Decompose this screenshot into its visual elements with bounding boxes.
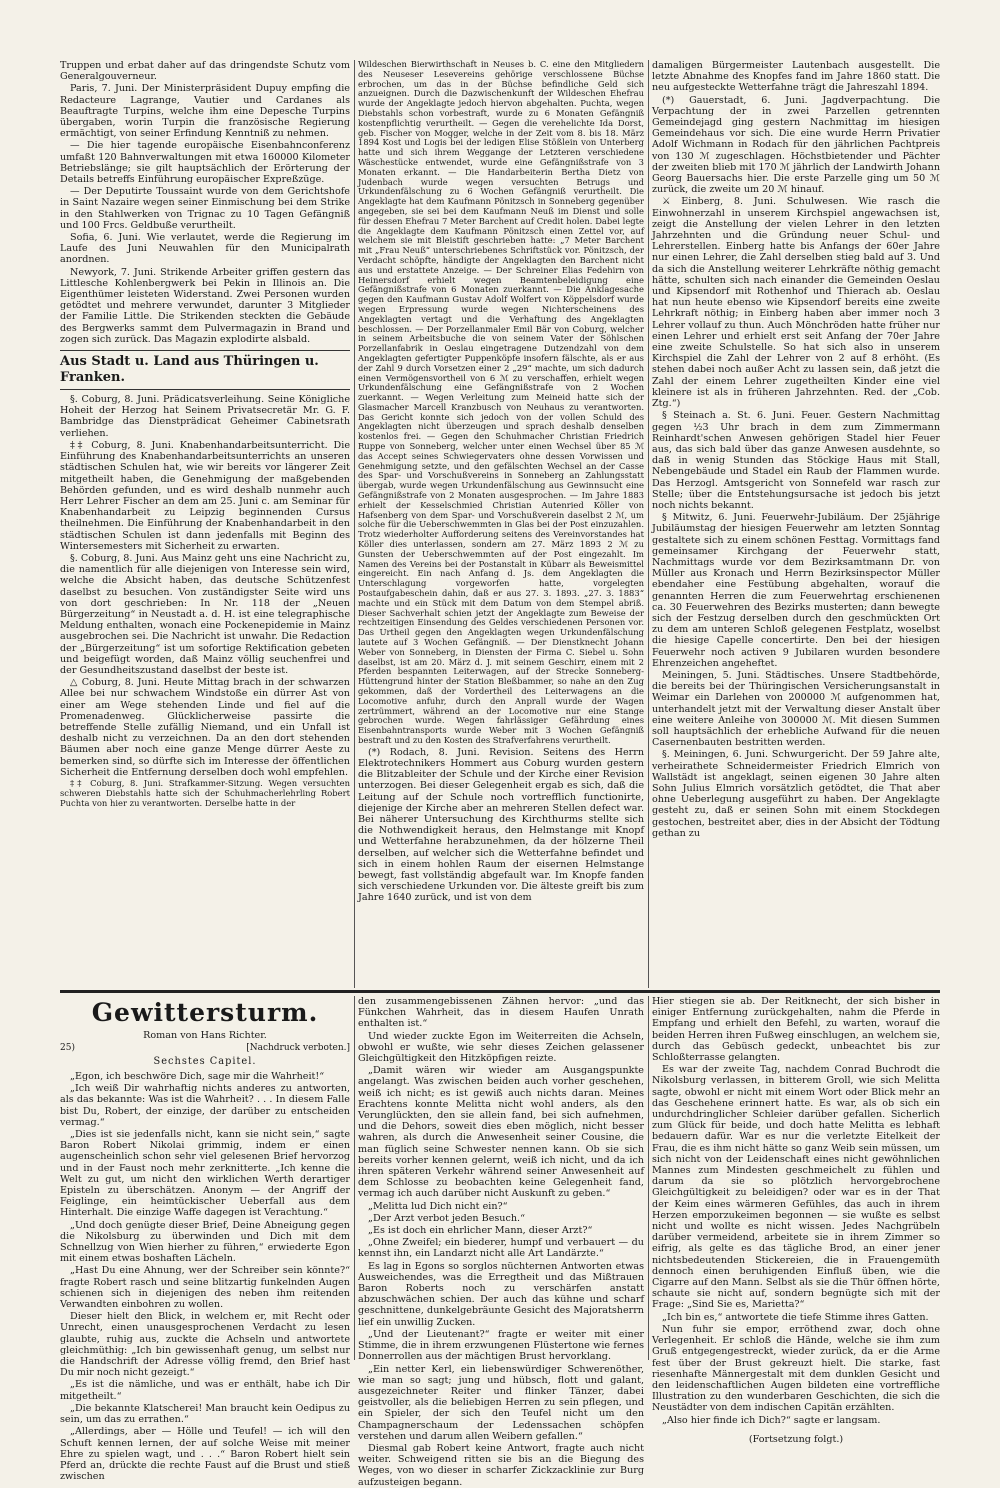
article-paragraph: „Ohne Zweifel; ein biederer, humpf und verbauert — du kennst ihn, ein Landarzt nicht alle Art Landärzte.“ [358, 1237, 644, 1260]
news-column-2 [358, 60, 644, 988]
article-paragraph: (*) Gauerstadt, 6. Juni. Jagdverpachtung. Die Verpachtung der in zwei Parzellen getrennten Gemeindejagd ging gestern Nachmittag im hiesigen Gemeindehaus vor sich. Die eine wurde Herrn Privatier Adolf Wichmann in Rodach für den jährlichen Pachtpreis von 130 ℳ zugeschlagen. Höchstbietender und Pächter der zweiten blieb mit 170 ℳ jährlich der Landwirth Johann Georg Bauersachs hier. Die erste Parzelle ging um 50 ℳ zurück, die zweite um 20 ℳ hinauf. [652, 94, 941, 196]
article-paragraph: „Ich bin es,“ antwortete die tiefe Stimme ihres Gatten. [662, 1311, 929, 1323]
article-paragraph: Newyork, 7. Juni. Strikende Arbeiter griffen gestern das Littlesche Kohlenbergwerk bei Pekin in Illinois an. Die Eigenthümer leisteten Widerstand. Zwei Personen wurden getödtet und mehrere verwundet, darunter 3 Mitglieder der Familie Little. Die Strikenden steckten die Gebäude des Bergwerks sammt dem Pulvermagazin in Brand und zogen sich zurück. Das Magazin explodirte alsbald. [60, 266, 350, 345]
article-paragraph: damaligen Bürgermeister Lautenbach ausgestellt. Die letzte Abnahme des Knopfes fand im Jahre 1860 statt. Die neu aufgesteckte Wetterfahne trägt die Jahreszahl 1894. [652, 60, 940, 94]
article-paragraph: △ Coburg, 8. Juni. Heute Mittag brach in der schwarzen Allee bei nur schwachem Windstoße ein dürrer Ast von einer am Wege stehenden Linde und fiel auf die Promenadenweg. Glücklicherweise passirte die betreffende Stelle zufällig Niemand, und ein Unfall ist deshalb nicht zu verzeichnen. Da an den dort stehenden Bäumen aber noch eine ganze Menge dürrer Aeste zu bemerken sind, so dürfte sich im Interesse der öffentlichen Sicherheit die Entfernung derselben doch wohl empfehlen. [60, 677, 350, 778]
article-paragraph: — Die hier tagende europäische Eisenbahnconferenz umfaßt 120 Bahnverwaltungen mit etwa 160000 Kilometer Betriebslänge; sie gilt hauptsächlich der Erörterung der Details betreffs Einführung europäischer Expreßzüge. [60, 140, 350, 186]
article-paragraph: §. Meiningen, 6. Juni. Schwurgericht. Der 59 Jahre alte, verheirathete Schneidermeister Friedrich Elmrich von Wallstädt ist angeklagt, seinen eigenen 30 Jahre alten Sohn Julius Elmrich vorsätzlich getödtet, die That aber ohne Ueberlegung ausgeführt zu haben. Der Angeklagte gesteht zu, daß er seinen Sohn mit einem Stockdegen gestochen, bestreitet aber, dies in der Absicht der Tödtung gethan zu [652, 749, 940, 839]
serial-column-1 [60, 996, 350, 1483]
article-paragraph: den zusammengebissenen Zähnen hervor: „und das Fünkchen Wahrheit, das in diesem Haufen Unrath enthalten ist.“ [358, 996, 644, 1030]
article-paragraph: Wildeschen Bierwirthschaft in Neuses b. C. eine den Mitgliedern des Neuseser Lesevereins gehörige verschlossene Büchse erbrochen, um das in der Büchse befindliche Geld sich anzueignen. Durch die Dazwischenkunft der Wildeschen Ehefrau wurde der Angeklagte jedoch hiervon abgehalten. Puchta, wegen Diebstahls schon vorbestraft, wurde zu 6 Monaten Gefängniß kostenpflichtig verurtheilt. — Gegen die verehelichte Ida Dorst, geb. Fischer von Mogger, welche in der Zeit vom 8. bis 18. März 1894 Kost und Logis bei der ledigen Elise Stößlein von Unterberg hatte und sich ihrem Weggange der Letzteren verschiedene Wäschestücke entwendet, wurde eine Gefängnißstrafe von 3 Monaten erkannt. — Die Handarbeiterin Bertha Dietz von Judenbach wurde wegen versuchten Betrugs und Urkundenfälschung zu 6 Wochen Gefängniß verurtheilt. Die Angeklagte hat dem Kaufmann Pönitzsch in Sonneberg gegenüber angegeben, sie sei bei dem Kaufmann Neuß im Dienst und solle für dessen Ehefrau 7 Meter Barchent auf Credit holen. Dabei legte die Angeklagte dem Kaufmann Pönitzsch einen Zettel vor, auf welchem sie mit Bleistift geschrieben hatte: „7 Meter Barchent mit „Frau Neuß“ unterschriebenes Schriftstück vor. Pönitzsch, der Verdacht schöpfte, händigte der Angeklagten den Barchent nicht aus und erstattete Anzeige. — Der Schreiner Elias Fedehirn von Heinersdorf erhielt wegen Beamtenbeleidigung eine Gefängnißstrafe von 6 Monaten zuerkannt. — Die Anklagesache gegen den Kaufmann Gustav Adolf Wolfert von Köppelsdorf wurde wegen Erpressung wurde wegen Nichterscheinens des Angeklagten vertagt und die Verhaftung des Angeklagten beschlossen. — Der Porzellanmaler Emil Bär von Coburg, welcher in seinem Arbeitsbuche die von seinem Vater der Söhlschen Porzellanfabrik in Oeslau eingetragene Dutzendzahl von dem Angeklagten gefertigter Puppenköpfe insofern fälschte, als er aus der Zahl 9 durch Vorsetzen einer 2 „29“ machte, um sich dadurch einen Vermögensvortheil von 6 ℳ zu verschaffen, erhielt wegen Urkundenfälschung eine Gefängnißstrafe von 2 Wochen zuerkannt. — Wegen Verleitung zum Meineid hatte sich der Glasmacher Marcell Kranzbusch von Neuhaus zu verantworten. Das Gericht konnte sich jedoch von der vollen Schuld des Angeklagten nicht überzeugen und sprach deshalb denselben kostenlos frei. — Gegen den Schuhmacher Christian Friedrich Ruppe von Sonneberg, welcher unter einen Wechsel über 85 ℳ das Accept seines Schwiegervaters ohne dessen Vorwissen und Genehmigung setzte, und den gefälschten Wechsel an der Casse des Spar- und Vorschußvereins in Sonneberg an Zahlungsstatt übergab, wurde wegen Urkundenfälschung aus Gewinnsucht eine Gefängnißstrafe von 2 Monaten ausgesprochen. — Im Jahre 1883 erhielt der Kesselschmied Christian Autenried Köller von Hafsenberg von dem Spar- und Vorschußverein daselbst 2 ℳ, um solche für die Ueberschwemmten in Glas bei der Post einzuzahlen. Trotz wiederholter Aufforderung seitens des Vereinvorstandes hat Köller dies unterlassen, sondern am 27. März 1893 2 ℳ zu Gunsten der Ueberschwemmten auf der Post eingezahlt. Im Namen des Vereins bei der Postanstalt in Kübarr als Beweismittel eingereicht. Ein nach Anfang d. Js. dem Angeklagten die Unterschlagung vorgeworfen hatte, vorgelegten Postaufgabeschein dahin, daß er aus 27. 3. 1893. „27. 3. 1883“ machte und ein Stück mit dem Datum von dem Stempel abriß. Dieser Sachverhalt schien jetzt der Angeklagte zum Beweise der rechtzeitigen Einsendung des Geldes verschiedenen Personen vor. Das Urtheil gegen den Angeklagten wegen Urkundenfälschung lautete auf 3 Wochen Gefängniß. — Der Dienstknecht Johann Weber von Sonneberg, in Diensten der Firma C. Siebel u. Sohn daselbst, ist am 20. März d. J. mit seinem Geschirr, einem mit 2 Pferden bespannten Leiterwagen, auf der Strecke Sonneberg-Hüttengrund hinter der Station Bleßbammer, so nahe an den Zug gekommen, daß der Vordertheil des Leiterwagens an die Locomotive anfuhr, durch den Anprall wurde der Wagen zertrümmert, während an der Locomotive nur eine Stange gebrochen wurde. Wegen fahrlässiger Gefährdung eines Eisenbahntransports wurde Weber mit 3 Wochen Gefängniß bestraft und zu den Kosten des Strafverfahrens verurtheilt. [358, 59, 644, 745]
serial-column-2 [358, 996, 644, 1488]
article-paragraph: „Und doch genügte dieser Brief, Deine Abneigung gegen die Nikolsburg zu überwinden und Dich mit dem Schnellzug von Wien hierher zu führen,“ erwiederte Egon mit einem etwas boshaften Lächeln. [60, 1219, 350, 1265]
serial-subtitle: Roman von Hans Richter. [143, 1030, 267, 1041]
section-heading: Aus Stadt u. Land aus Thüringen u. Franken. [60, 350, 350, 390]
article-paragraph: Truppen und erbat daher auf das dringendste Schutz vom Generalgouverneur. [60, 60, 350, 83]
article-paragraph: §. Coburg, 8. Juni. Prädicatsverleihung. Seine Königliche Hoheit der Herzog hat Seinem Privatsecretär Mr. G. F. Bambridge das Dienstprädicat Geheimer Cabinetsrath verliehen. [60, 394, 350, 439]
article-paragraph: Es lag in Egons so sorglos nüchternen Antworten etwas Ausweichendes, was die Erregtheit und das Mißtrauen Baron Roberts noch zu verschärfen anstatt abzuschwächen schien. Der auch das kühne und scharf geschnittene, dunkelgebräunte Gesicht des Majoratsherrn lief ein unwillig Zucken. [358, 1260, 644, 1328]
serial-title: Gewittersturm. [91, 998, 319, 1027]
serial-text-3 [652, 996, 940, 1426]
serial-meta [60, 1043, 350, 1054]
article-paragraph: §. Coburg, 8. Juni. Aus Mainz geht uns eine Nachricht zu, die namentlich für alle diejenigen von Interesse sein wird, welche die Absicht haben, das deutsche Schützenfest daselbst zu besuchen. Von zuständigster Seite wird uns von dort geschrieben: In Nr. 118 der „Neuen Bürgerzeitung“ in Neustadt a. d. H. ist eine telegraphische Meldung enthalten, wonach eine Pockenepidemie in Mainz ausgebrochen sei. Die Nachricht ist unwahr. Die Redaction der „Bürgerzeitung“ ist um sofortige Rektification gebeten und beigefügt worden, daß Mainz völlig seuchenfrei und der Gesundheitszustand daselbst der beste ist. [60, 552, 350, 676]
article-paragraph: Es war der zweite Tag, nachdem Conrad Buchrodt die Nikolsburg verlassen, in bitterem Groll, wie sich Melitta sagte, obwohl er nicht mit einem Wort oder Blick mehr an das Geschehene erinnert hatte. Es war, als ob sich ein undurchdringlicher Schleier darüber gefallen. Sicherlich zum Glück für beide, und doch hatte Melitta es lebhaft bedauern dafür. War es nur die verletzte Eitelkeit der Frau, die es ihm nicht hätte so ganz Weib sein müssen, um sich nicht von der Leidenschaft eines nicht gewöhnlichen Mannes zum Mindesten geschmeichelt zu fühlen und darum da sie so plötzlich hervorgebrochene Gleichgültigkeit zu beleidigen? oder war es in der That der Keim eines wärmeren Gefühles, das auch in ihrem Herzen emporzukeimen begonnen — sie wußte es selbst nicht und wollte es nicht wissen. Jedes Nachgrübeln darüber vermeidend, arbeitete sie in ihrem Zimmer so eifrig, als gelte es das tägliche Brod, an einer jener nichtsbedeutenden Stickereien, die in Frauengemüth dennoch einen beruhigenden Einfluß üben, wie die Cigarre auf den Mann. Selbst als sie die Thür öffnen hörte, schaute sie nicht auf, sondern begnügte sich mit der Frage: „Sind Sie es, Marietta?“ [652, 1064, 940, 1311]
article-paragraph: „Es ist die nämliche, und was er enthält, habe ich Dir mitgetheilt.“ [60, 1379, 350, 1402]
serial-number: 25) [60, 1043, 75, 1053]
news-column-3 [652, 60, 940, 988]
article-paragraph: „Ein netter Kerl, ein liebenswürdiger Schwerenöther, wie man so sagt; jung und hübsch, flott und galant, ausgezeichneter Reiter und flinker Tänzer, dabei geistvoller, als die beliebigen Herren zu sein pflegen, und ein Spieler, der sich den Teufel nicht um den Champagnerschaum der Ledenssachen schöpfen verstehen und darum allen Weibern gefallen.“ [358, 1363, 644, 1442]
article-paragraph: ‡‡ Coburg, 8. Juni. Knabenhandarbeitsunterricht. Die Einführung des Knabenhandarbeitsunterrichts an unseren städtischen Schulen hat, wie wir bereits vor längerer Zeit mitgetheilt haben, die Genehmigung der maßgebenden Behörden gefunden, und es wird deshalb nunmehr auch Herr Lehrer Fischer an dem am 25. Juni c. am Seminar für Knabenhandarbeit zu Leipzig beginnenden Cursus theilnehmen. Die Einführung der Knabenhandarbeit in den städtischen Schulen ist dann jedenfalls mit Beginn des Wintersemesters mit Sicherheit zu erwarten. [60, 439, 350, 552]
column-divider [648, 60, 649, 988]
article-paragraph: § Mitwitz, 6. Juni. Feuerwehr-Jubiläum. Der 25jährige Jubiläumstag der hiesigen Feuerwehr am letzten Sonntag gestaltete sich zu einem schönen Festtag. Vormittags fand gemeinsamer Kirchgang der Feuerwehr statt, Nachmittags wurde vor dem Bezirksamtmann Dr. von Müller aus Kronach und Herrn Bezirksinspector Müller ebendaher eine Festübung abgehalten, worauf die genannten Herren die zum Feuerwehrtag erschienenen ca. 30 Feuerwehren des Bezirks musterten; dann bewegte sich der Festzug derselben durch den geschmückten Ort zu dem am unteren Schloß gelegenen Festplatz, woselbst die hiesige Capelle concertirte. Den bei der hiesigen Feuerwehr noch activen 9 Jubilaren wurden besondere Ehrenzeichen angeheftet. [652, 512, 940, 669]
article-paragraph: „Egon, ich beschwöre Dich, sage mir die Wahrheit!“ [70, 1071, 325, 1082]
article-paragraph: Nun fuhr sie empor, erröthend zwar, doch ohne Verlegenheit. Er schloß die Hände, welche sie ihm zum Gruß entgegengestreckt, wieder zurück, da er die Arme fest über der Brust gekreuzt hielt. Die starke, fast riesenhafte Männergestalt mit dem dunklen Gesicht und den leidenschaftlichen Augen bildeten eine vortreffliche Illustration zu den wunderbaren Geschichten, die sich die Neustädter von dem indischen Capitän erzählten. [652, 1323, 940, 1414]
section-divider [60, 990, 940, 993]
newspaper-page [60, 59, 941, 1488]
article-paragraph: „Hast Du eine Ahnung, wer der Schreiber sein könnte?“ fragte Robert rasch und seine blitzartig funkelnden Augen schienen sich in diejenigen des neben ihm reitenden Verwandten einbohren zu wollen. [60, 1265, 350, 1311]
reprint-notice: [Nachdruck verboten.] [246, 1043, 350, 1053]
news-section [60, 60, 940, 988]
news-column-1 [60, 60, 350, 988]
article-paragraph: Sofia, 6. Juni. Wie verlautet, werde die Regierung im Laufe des Juni Neuwahlen für den Municipalrath anordnen. [60, 232, 350, 266]
article-paragraph: Diesmal gab Robert keine Antwort, fragte auch nicht weiter. Schweigend ritten sie bis an die Biegung des Weges, von wo dieser in scharfer Zickzacklinie zur Burg aufzusteigen begann. [358, 1442, 644, 1488]
article-paragraph: „Melitta lud Dich nicht ein?“ [368, 1200, 508, 1212]
article-paragraph: § Steinach a. St. 6. Juni. Feuer. Gestern Nachmittag gegen ½3 Uhr brach in dem zum Zimmermann Reinhardt'schen Anwesen gehörigen Stadel hier Feuer aus, das sich bald über das ganze Anwesen ausdehnte, so daß in wenig Stunden das Stöckige Haus mit Stall, Nebengebäude und Stadel ein Raub der Flammen wurde. Das Herzogl. Amtsgericht von Sonnefeld war rasch zur Stelle; über die Entstehungsursache ist jedoch bis jetzt noch nichts bekannt. [652, 410, 940, 511]
article-paragraph: „Es ist doch ein ehrlicher Mann, dieser Arzt?“ [368, 1225, 593, 1237]
article-paragraph: „Der Arzt verbot jeden Besuch.“ [368, 1212, 525, 1224]
column-divider [648, 996, 649, 1360]
article-paragraph: — Der Deputirte Toussaint wurde von dem Gerichtshofe in Saint Nazaire wegen seiner Einmischung bei dem Strike in den Stahlwerken von Trignac zu 10 Tagen Gefängniß und 100 Frcs. Geldbuße verurtheilt. [60, 186, 350, 231]
article-paragraph: „Also hier finde ich Dich?“ sagte er langsam. [662, 1414, 881, 1426]
article-paragraph: ‡‡ Coburg, 8. Juni. Strafkammer-Sitzung. Wegen versuchten schweren Diebstahls hatte sich der Schuhmacherlehrling Robert Puchta von hier zu verantworten. Derselbe hatte in der [60, 777, 350, 808]
article-paragraph: „Allerdings, aber — Hölle und Teufel! — ich will den Schuft kennen lernen, der auf solche Weise mit meiner Ehre zu spielen wagt, und . . .“ Baron Robert hielt sein Pferd an, drückte die rechte Faust auf die Brust und stieß zwischen [60, 1426, 350, 1483]
article-paragraph: Paris, 7. Juni. Der Ministerpräsident Dupuy empfing die Redacteure Lagrange, Vautier und Cardanes als Beauftragte Turpins, welche ihm eine Depesche Turpins übergaben, worin Turpin die französische Regierung ermächtigt, von seiner Erfindung Kenntniß zu nehmen. [60, 83, 350, 140]
article-paragraph: Meiningen, 5. Juni. Städtisches. Unsere Stadtbehörde, die bereits bei der Thüringischen Versicherungsanstalt in Weimar ein Darlehen von 200000 ℳ aufgenommen hat, unterhandelt jetzt mit der Verwaltung dieser Anstalt über eine weitere Anleihe von 300000 ℳ. Mit diesen Summen soll hauptsächlich der erhebliche Aufwand für die neuen Casernenbauten bestritten werden. [652, 669, 940, 749]
article-paragraph: (*) Rodach, 8. Juni. Revision. Seitens des Herrn Elektrotechnikers Hommert aus Coburg wurden gestern die Blitzableiter der Schule und der Kirche einer Revision unterzogen. Bei dieser Gelegenheit ergab es sich, daß die Leitung auf der Schule noch vortrefflich functionirte, diejenige der Kirche aber an mehreren Stellen defect war. Bei näherer Untersuchung des Kirchthurms stellte sich die Nothwendigkeit heraus, den Helmstange mit Knopf und Wetterfahne herabzunehmen, da der hölzerne Theil derselben, auf welcher sich die Wetterfahne befindet und sich in einem hohlen Raum der eisernen Helmstange bewegt, fast vollständig abgefault war. Im Knopfe fanden sich verschiedene Urkunden vor. Die älteste greift bis zum Jahre 1640 zurück, und ist von dem [358, 746, 644, 904]
article-paragraph: „Damit wären wir wieder am Ausgangspunkte angelangt. Was zwischen beiden auch vorher geschehen, weiß ich nicht; es ist gewiß auch nichts daran. Meines Erachtens konnte Melitta nicht wohl anders, als den Verunglückten, den sie allein fand, bei sich aufnehmen, und die Dehors, soweit dies eben möglich, nicht besser wahren, als durch die Anwesenheit seiner Cousine, die man füglich seine Schwester nennen kann. Ob sie sich bereits vorher kennen gelernt, weiß ich nicht, und da ich ihren späteren Verkehr während seiner Anwesenheit auf dem Schlosse zu beobachten keine Gelegenheit fand, vermag ich auch darüber nicht Auskunft zu geben.“ [358, 1065, 644, 1200]
article-paragraph: Hier stiegen sie ab. Der Reitknecht, der sich bisher in einiger Entfernung zurückgehalten, nahm die Pferde in Empfang und erhielt den Befehl, zu warten, worauf die beiden Herren ihren Fußweg einschlugen, an welchem sie, durch das Gebüsch gedeckt, unbeachtet bis zur Schloßterrasse gelangten. [652, 996, 940, 1064]
feuilleton-section [60, 996, 940, 1488]
article-paragraph: Dieser hielt den Blick, in welchem er, mit Recht oder Unrecht, einen unausgesprochenen Verdacht zu lesen glaubte, ruhig aus, zuckte die Achseln und antwortete gleichmüthig: „Ich bin gewissenhaft genug, um selbst nur die Handschrift der Adresse völlig fremd, den Brief hast Du mir noch nicht gezeigt.“ [60, 1311, 350, 1379]
continuation-note: (Fortsetzung folgt.) [748, 1433, 844, 1445]
article-paragraph: Und wieder zuckte Egon im Weiterreiten die Achseln, obwohl er wußte, wie sehr dieses Zeichen gelassener Gleichgültigkeit den Hitzköpfigen reizte. [358, 1030, 644, 1065]
article-paragraph: „Und der Lieutenant?“ fragte er weiter mit einer Stimme, die in ihrem erzwungenen Flüstertone wie fernes Donnerrollen aus der mächtigen Brust hervorklang. [358, 1328, 644, 1363]
article-paragraph: „Ich weiß Dir wahrhaftig nichts anderes zu antworten, als das bekannte: Was ist die Wahrheit? . . . In diesem Falle bist Du, Robert, der einzige, der darüber zu entscheiden vermag.“ [60, 1083, 350, 1128]
column-divider [354, 996, 355, 1360]
chapter-heading: Sechstes Capitel. [153, 1056, 257, 1067]
article-paragraph: ⚔ Einberg, 8. Juni. Schulwesen. Wie rasch die Einwohnerzahl in unserem Kirchspiel angewachsen ist, zeigt die Anstellung der vielen Lehrer in den letzten Jahrzehnten und die Gründung neuer Schul- und Lehrerstellen. Einberg hatte bis Anfangs der 60er Jahre nur einen Lehrer, die Zahl derselben stieg bald auf 3. Und da sich die Anstellung weiterer Lehrkräfte nöthig gemacht hätte, schulten sich nach einander die Gemeinden Oeslau und Kipsendorf mit Rothenhof und Thierach ab. Oeslau hat nun heute ebenso wie Kipsendorf bereits eine zweite Lehrkraft nöthig; in Einberg haben aber immer noch 3 Lehrer vollauf zu thun. Auch Mönchröden hatte früher nur einen Lehrer und erhielt erst seit Anfang der 70er Jahre eine zweite Schulstelle. So hat sich also in unserem Kirchspiel die Zahl der Lehrer von 2 auf 8 erhöht. (Es stehen dabei noch außer Acht zu lassen sein, daß jetzt die Zahl der einem Lehrer zugetheilten Kinder eine viel kleinere ist als in früheren Jahrzehnten. Red. der „Cob. Ztg.“) [652, 196, 940, 410]
serial-text-1 [60, 1071, 350, 1482]
serial-column-3 [652, 996, 940, 1445]
article-paragraph: „Dies ist sie jedenfalls nicht, kann sie nicht sein,“ sagte Baron Robert Nikolai grimmig, indem er einen augenscheinlich schon sehr viel gelesenen Brief hervorzog und in der Faust noch mehr zerknitterte. „Ich kenne die Welt zu gut, um nicht den wirklichen Werth derartiger Episteln zu überschätzen. Anonym — der Angriff der Feiglinge, ein heimtückischer Ueberfall aus dem Hinterhalt. Die einzige Waffe dagegen ist Verachtung.“ [60, 1129, 350, 1219]
article-paragraph: „Die bekannte Klatscherei! Man braucht kein Oedipus zu sein, um das zu errathen.“ [60, 1402, 350, 1426]
column-divider [354, 60, 355, 988]
